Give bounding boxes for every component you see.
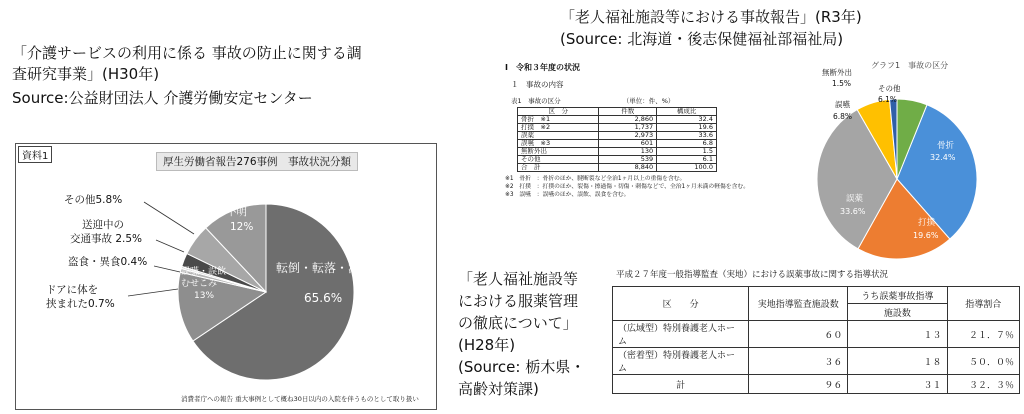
- doc-cell: 601: [599, 140, 657, 148]
- doc-note: ※2 打撲 ：打撲のほか、裂傷・擦過傷・切傷・刺傷などで、全治1ヶ月未満の軽傷を含む。: [505, 184, 749, 190]
- left-caption-line1: 「介護サービスの利用に係る 事故の防止に関する調: [12, 44, 362, 62]
- doc-cell: 6.8: [657, 140, 717, 148]
- left-label-door: ドアに体を: [46, 284, 99, 296]
- left-label-transport: 送迎中の: [82, 219, 124, 231]
- left-label-unknown: 不明: [226, 206, 247, 218]
- bottom-source-line2: 高齢対策課): [458, 380, 539, 398]
- doc-th-category: 区 分: [518, 108, 599, 116]
- table-cell: （密着型）特別養護老人ホーム: [613, 348, 749, 375]
- doc-cell: 誤薬: [518, 132, 599, 140]
- table-cell: ３１: [848, 375, 947, 394]
- left-label-aspiration2: むせこみ: [181, 279, 218, 289]
- right-label-bruise: 打撲: [918, 218, 936, 228]
- right-label-med: 誤薬: [846, 194, 864, 204]
- th-med-guidance-sub: 施設数: [848, 304, 947, 321]
- doc-cell: 6.1: [657, 156, 717, 164]
- doc-note: ※1 骨折 ：骨折のほか、腱断裂など全治1ヶ月以上の重傷を含む。: [505, 176, 686, 182]
- doc-cell: 32.4: [657, 116, 717, 124]
- doc-cell: 無断外出: [518, 148, 599, 156]
- right-label-other-pct: 6.1%: [878, 95, 898, 104]
- th-ratio: 指導割合: [947, 287, 1020, 321]
- doc-subsection: １ 事故の内容: [511, 80, 564, 89]
- table-cell: １３: [848, 321, 947, 348]
- left-caption-line2: 査研究事業」(H30年): [12, 65, 160, 83]
- table-row: [518, 156, 717, 164]
- guidance-table-panel: [612, 268, 1020, 394]
- right-source: (Source: 北海道・後志保健福祉部福祉局): [560, 30, 844, 48]
- right-label-other: その他: [878, 84, 901, 93]
- doc-section: Ⅰ 令和３年度の状況: [505, 63, 580, 72]
- left-label-aspiration: 誤嚥・誤飲: [181, 267, 227, 277]
- table-cell: ３２．３％: [947, 375, 1020, 394]
- left-source: Source:公益財団法人 介護労働安定センター: [12, 89, 313, 107]
- left-label-theft: 盗食・異食0.4%: [68, 256, 148, 268]
- report-document: [505, 62, 823, 242]
- table-row: [613, 348, 1020, 375]
- bottom-caption-line1: 「老人福祉施設等: [458, 270, 579, 288]
- right-label-med-pct: 33.6%: [840, 207, 866, 216]
- table-cell: 計: [613, 375, 749, 394]
- doc-th-count: 件数: [599, 108, 657, 116]
- doc-cell: 打撲 ※2: [518, 124, 599, 132]
- left-label-door2: 挟まれた0.7%: [46, 298, 115, 310]
- right-label-wander: 無断外出: [822, 68, 852, 77]
- doc-cell: 100.0: [657, 164, 717, 172]
- th-facilities: 実地指導監査施設数: [749, 287, 848, 321]
- doc-cell: 2,860: [599, 116, 657, 124]
- table-row: [518, 148, 717, 156]
- guidance-table-title: 平成２７年度一般指導監査（実地）における誤薬事故に関する指導状況: [616, 270, 889, 280]
- doc-cell: 8,840: [599, 164, 657, 172]
- left-label-aspiration-pct: 13%: [194, 291, 215, 301]
- table-row: [518, 140, 717, 148]
- left-label-unknown-pct: 12%: [230, 221, 254, 233]
- doc-th-ratio: 構成比: [657, 108, 717, 116]
- bottom-year: (H28年): [458, 336, 516, 354]
- left-chart-tag: 資料1: [18, 146, 52, 163]
- right-label-choke: 誤嚥: [835, 100, 850, 109]
- right-label-fracture: 骨折: [937, 141, 955, 151]
- doc-cell: 130: [599, 148, 657, 156]
- doc-table-unit: （単位：件、%）: [622, 97, 675, 105]
- right-label-bruise-pct: 19.6%: [913, 231, 939, 240]
- table-cell: ６０: [749, 321, 848, 348]
- doc-cell: 2,973: [599, 132, 657, 140]
- guidance-table: [612, 286, 1020, 394]
- right-caption: 「老人福祉施設等における事故報告」(R3年): [560, 8, 862, 26]
- left-chart-footnote: 消費者庁への報告 重大事例として概ね30日以内の入院を伴うものとして取り扱い: [181, 395, 419, 403]
- table-header-row: [613, 287, 1020, 304]
- left-chart-panel: [15, 143, 437, 410]
- doc-cell: 誤嚥 ※3: [518, 140, 599, 148]
- right-label-choke-pct: 6.8%: [833, 112, 853, 121]
- left-label-transport2: 交通事故 2.5%: [70, 233, 143, 245]
- table-row: [518, 164, 717, 172]
- table-cell: ２１．７％: [947, 321, 1020, 348]
- left-label-fall-pct: 65.6%: [304, 291, 343, 305]
- doc-cell: 骨折 ※1: [518, 116, 599, 124]
- doc-cell: 19.6: [657, 124, 717, 132]
- doc-cell: 539: [599, 156, 657, 164]
- leader-line: [144, 202, 194, 234]
- bottom-caption-line2: における服薬管理: [458, 292, 579, 310]
- left-label-other: その他5.8%: [64, 194, 123, 206]
- leader-line: [128, 289, 178, 296]
- table-row: [518, 124, 717, 132]
- right-label-wander-pct: 1.5%: [832, 79, 852, 88]
- doc-table-title: 表1 事故の区分: [511, 97, 561, 105]
- left-chart-title: 厚生労働省報告276事例 事故状況分類: [156, 152, 358, 171]
- doc-cell: 1.5: [657, 148, 717, 156]
- table-cell: ５０．０％: [947, 348, 1020, 375]
- bottom-source-line1: (Source: 栃木県・: [458, 358, 586, 376]
- doc-cell: 合 計: [518, 164, 599, 172]
- th-med-guidance: うち誤薬事故指導: [848, 287, 947, 304]
- table-cell: ３６: [749, 348, 848, 375]
- left-label-fall: 転倒・転落・滑落: [276, 261, 373, 275]
- doc-cell: 1,737: [599, 124, 657, 132]
- table-row: [613, 375, 1020, 394]
- leader-line: [156, 240, 184, 252]
- right-label-fracture-pct: 32.4%: [930, 153, 956, 162]
- doc-cell: 33.6: [657, 132, 717, 140]
- table-cell: １８: [848, 348, 947, 375]
- th-category: 区 分: [613, 287, 749, 321]
- leader-line: [154, 266, 180, 272]
- right-chart-title: グラフ1 事故の区分: [871, 61, 949, 70]
- table-cell: ９６: [749, 375, 848, 394]
- table-cell: （広域型）特別養護老人ホーム: [613, 321, 749, 348]
- doc-table: [517, 107, 717, 172]
- table-row: [613, 321, 1020, 348]
- bottom-caption-line3: の徹底について」: [458, 314, 578, 332]
- doc-cell: その他: [518, 156, 599, 164]
- doc-note: ※3 誤嚥 ：誤嚥のほか、誤飲、誤食を含む。: [505, 192, 630, 198]
